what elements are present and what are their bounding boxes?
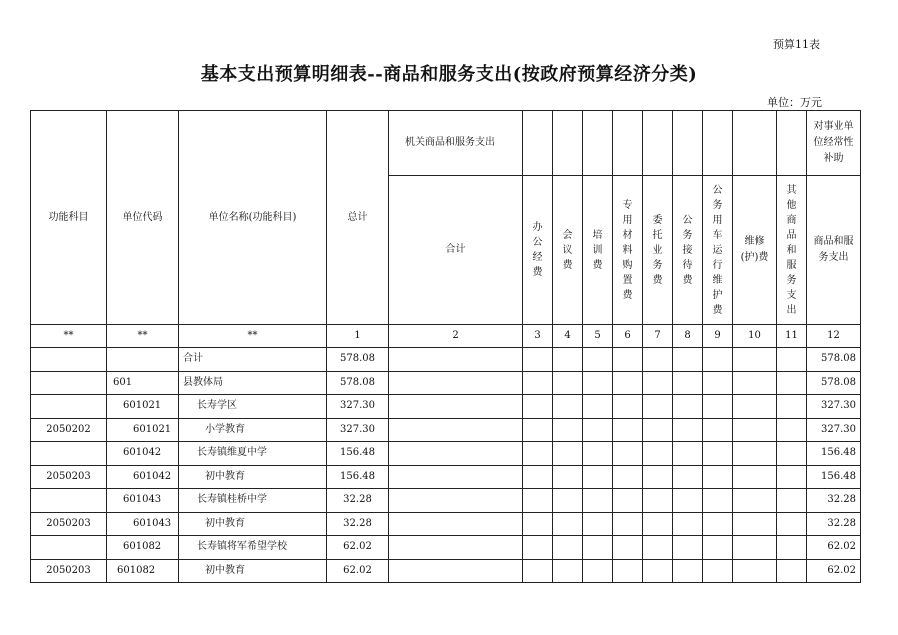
subsidy-cell: 156.48 [807, 442, 861, 466]
name-cell: 初中教育 [179, 465, 327, 489]
subsidy-cell: 62.02 [807, 559, 861, 583]
table-row [31, 536, 861, 560]
table-row [31, 371, 861, 395]
code-cell: 601042 [107, 442, 179, 466]
header-subsidy-goods: 商品和服务支出 [813, 236, 854, 263]
col-number: 6 [613, 325, 643, 348]
col-number: ** [179, 325, 327, 348]
col-number: ** [31, 325, 107, 348]
func-cell: 2050203 [31, 512, 107, 536]
code-cell: 601043 [107, 489, 179, 513]
name-cell: 小学教育 [179, 418, 327, 442]
code-cell: 601021 [107, 395, 179, 419]
col-number: 2 [389, 325, 523, 348]
func-cell [31, 371, 107, 395]
col-number: 7 [643, 325, 673, 348]
total-cell: 327.30 [327, 395, 389, 419]
total-cell: 156.48 [327, 465, 389, 489]
table-row [31, 489, 861, 513]
total-cell: 578.08 [327, 348, 389, 372]
name-cell: 合计 [179, 348, 327, 372]
page-title: 基本支出预算明细表--商品和服务支出(按政府预算经济分类) [200, 64, 698, 85]
header-vehicle: 公务用车运行维护费 [712, 184, 723, 316]
col-number: 5 [583, 325, 613, 348]
total-cell: 32.28 [327, 489, 389, 513]
table-row [31, 418, 861, 442]
total-cell: 578.08 [327, 371, 389, 395]
page-label: 预算11表 [773, 38, 820, 51]
table-row [31, 348, 861, 372]
total-cell: 62.02 [327, 536, 389, 560]
name-cell: 初中教育 [179, 512, 327, 536]
header-repair: 维修(护)费 [740, 236, 769, 263]
header-func: 功能科目 [31, 111, 107, 325]
func-cell [31, 442, 107, 466]
header-agency: 机关商品和服务支出 [389, 111, 523, 176]
unit-label: 单位：万元 [767, 96, 822, 109]
col-number: 1 [327, 325, 389, 348]
col-number: 12 [807, 325, 861, 348]
header-subtotal: 合计 [389, 176, 523, 325]
code-cell: 601082 [107, 536, 179, 560]
table-row [31, 395, 861, 419]
subsidy-cell: 578.08 [807, 371, 861, 395]
func-cell: 2050202 [31, 418, 107, 442]
code-cell: 601043 [107, 512, 179, 536]
code-cell: 601021 [107, 418, 179, 442]
col-number: 3 [523, 325, 553, 348]
header-name: 单位名称(功能科目) [179, 111, 327, 325]
name-cell: 长寿镇将军希望学校 [179, 536, 327, 560]
header-meeting: 会议费 [562, 229, 573, 271]
col-number: ** [107, 325, 179, 348]
code-cell: 601042 [107, 465, 179, 489]
name-cell: 县教体局 [179, 371, 327, 395]
func-cell [31, 348, 107, 372]
total-cell: 32.28 [327, 512, 389, 536]
subsidy-cell: 327.30 [807, 418, 861, 442]
func-cell: 2050203 [31, 559, 107, 583]
header-reception: 公务接待费 [682, 214, 693, 286]
col-number: 8 [673, 325, 703, 348]
column-number-row [31, 325, 861, 348]
col-number: 10 [733, 325, 777, 348]
subsidy-cell: 327.30 [807, 395, 861, 419]
total-cell: 62.02 [327, 559, 389, 583]
subsidy-cell: 32.28 [807, 512, 861, 536]
total-cell: 327.30 [327, 418, 389, 442]
header-row-top [31, 111, 861, 176]
header-office: 办公经费 [532, 222, 543, 278]
name-cell: 初中教育 [179, 559, 327, 583]
name-cell: 长寿学区 [179, 395, 327, 419]
name-cell: 长寿镇维夏中学 [179, 442, 327, 466]
header-other: 其他商品和服务支出 [786, 184, 797, 316]
code-cell: 601082 [107, 559, 179, 583]
code-cell: 601 [107, 371, 179, 395]
subsidy-cell: 156.48 [807, 465, 861, 489]
subsidy-cell: 578.08 [807, 348, 861, 372]
col-number: 11 [777, 325, 807, 348]
header-total: 总计 [327, 111, 389, 325]
col-number: 9 [703, 325, 733, 348]
name-cell: 长寿镇桂桥中学 [179, 489, 327, 513]
code-cell [107, 348, 179, 372]
table-row [31, 559, 861, 583]
header-subsidy: 对事业单位经常性补助 [813, 121, 854, 164]
func-cell [31, 489, 107, 513]
header-training: 培训费 [592, 229, 603, 271]
func-cell: 2050203 [31, 465, 107, 489]
subsidy-cell: 32.28 [807, 489, 861, 513]
table-row [31, 465, 861, 489]
header-entrusted: 委托业务费 [652, 214, 663, 286]
header-code: 单位代码 [107, 111, 179, 325]
func-cell [31, 536, 107, 560]
func-cell [31, 395, 107, 419]
table-row [31, 442, 861, 466]
header-materials: 专用材料购置费 [622, 199, 633, 301]
subsidy-cell: 62.02 [807, 536, 861, 560]
budget-table [30, 110, 861, 583]
col-number: 4 [553, 325, 583, 348]
total-cell: 156.48 [327, 442, 389, 466]
table-row [31, 512, 861, 536]
